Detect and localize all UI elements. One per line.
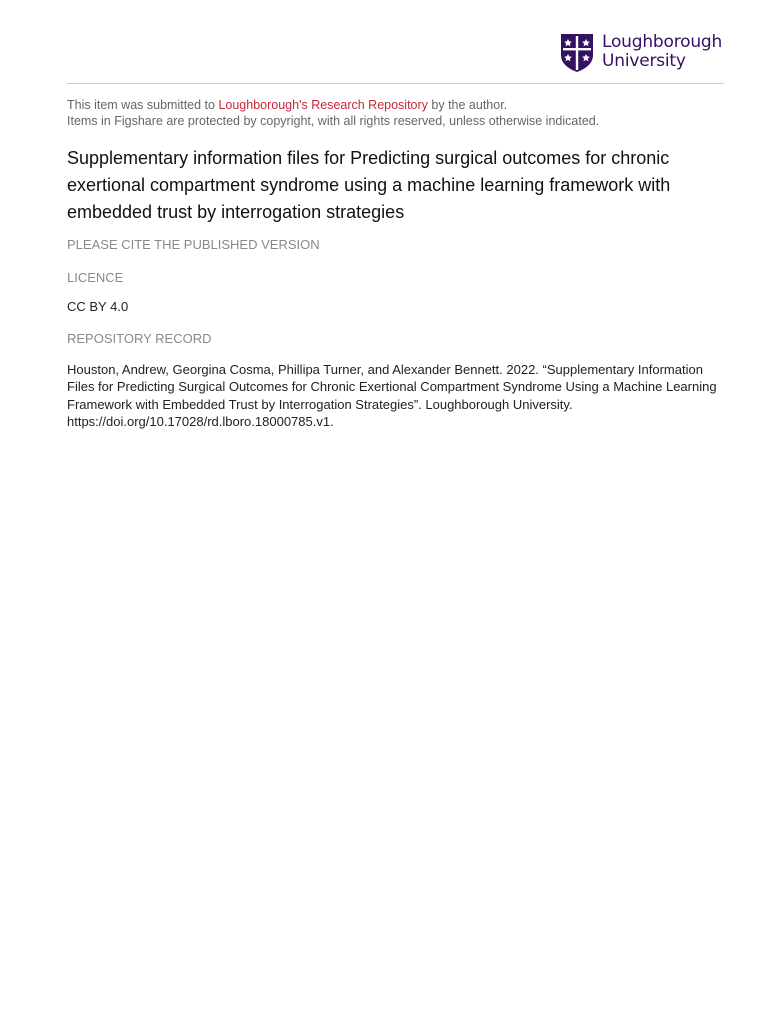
repository-link[interactable]: Loughborough's Research Repository xyxy=(218,98,428,112)
header-divider xyxy=(67,83,724,84)
logo-line-2: University xyxy=(602,51,686,71)
notice-line-2: Items in Figshare are protected by copyright, with all rights reserved, unless otherwise indicated. xyxy=(67,114,600,128)
repository-notice xyxy=(67,97,727,129)
document-title: Supplementary information files for Predicting surgical outcomes for chronic exertional compartment syndrome using a machine learning framework with embedded trust by interrogation strategies xyxy=(67,148,671,222)
university-logo xyxy=(560,33,722,73)
licence-label: LICENCE xyxy=(67,270,124,285)
university-crest-icon xyxy=(560,33,594,73)
logo-wordmark xyxy=(602,33,722,71)
notice-line-1 xyxy=(67,97,727,113)
notice-prefix: This item was submitted to xyxy=(67,98,219,112)
notice-suffix: by the author. xyxy=(427,98,508,112)
repository-citation: Houston, Andrew, Georgina Cosma, Phillipa Turner, and Alexander Bennett. 2022. “Supplementary Information Files for Predicting Surgical Outcomes for Chronic Exertional Compartment Syndrome Using a Machine Learning Framework with Embedded Trust by Interrogation Strategies”. Loughborough University. https://doi.org/10.17028/rd.lboro.18000785.v1. xyxy=(67,362,717,429)
licence-value[interactable]: CC BY 4.0 xyxy=(67,299,129,314)
logo-line-1: Loughborough xyxy=(602,32,723,52)
repository-record-label: REPOSITORY RECORD xyxy=(67,331,212,346)
cite-label: PLEASE CITE THE PUBLISHED VERSION xyxy=(67,237,320,252)
